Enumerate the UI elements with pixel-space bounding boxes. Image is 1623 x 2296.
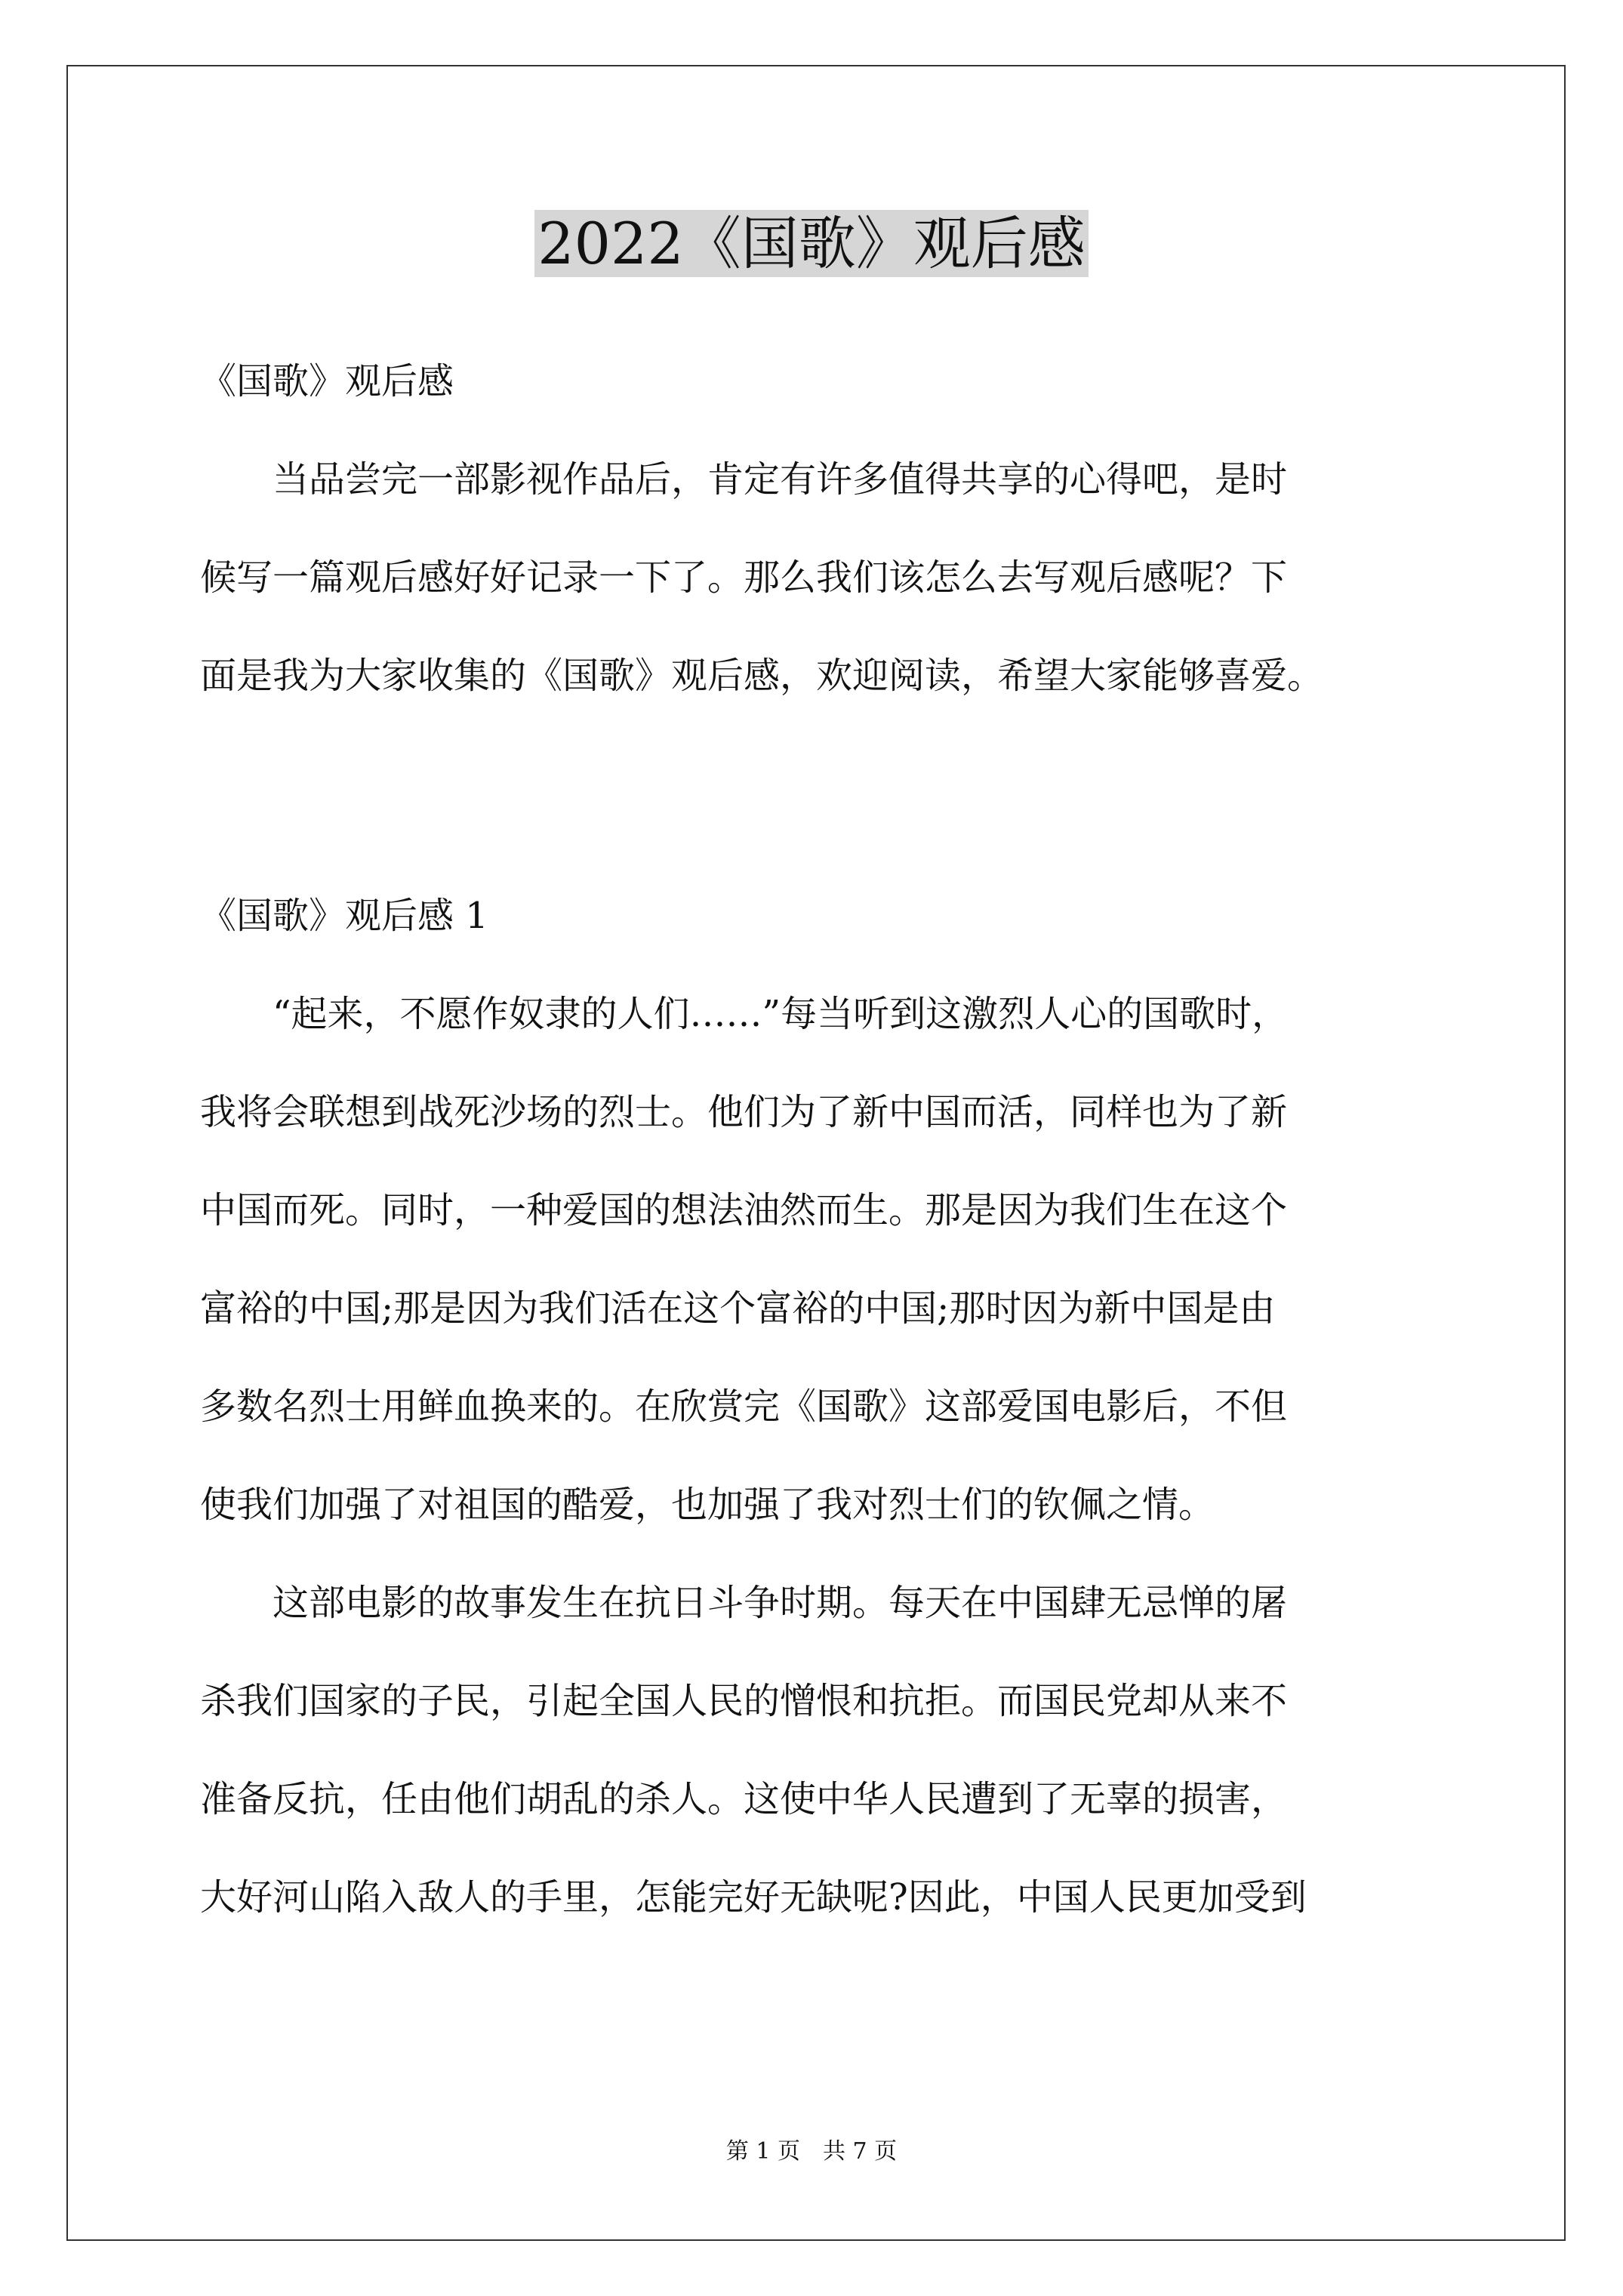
paragraph-line: “起来，不愿作奴隶的人们……”每当听到这激烈人心的国歌时， xyxy=(200,993,1289,1035)
paragraph-line: 准备反抗，任由他们胡乱的杀人。这使中华人民遭到了无辜的损害， xyxy=(200,1778,1288,1820)
paragraph-2 xyxy=(200,1554,1438,1946)
section-heading-main xyxy=(200,332,1438,430)
paragraph-line: 富裕的中国;那是因为我们活在这个富裕的中国;那时因为新中国是由 xyxy=(200,1287,1276,1330)
intro-line: 面是我为大家收集的《国歌》观后感，欢迎阅读，希望大家能够喜爱。 xyxy=(200,655,1324,697)
heading-text: 《国歌》观后感 xyxy=(200,360,454,402)
page-footer xyxy=(0,2137,1623,2167)
paragraph-line: 我将会联想到战死沙场的烈士。他们为了新中国而活，同样也为了新 xyxy=(200,1091,1288,1133)
paragraph-1 xyxy=(200,965,1438,1554)
intro-line: 候写一篇观后感好好记录一下了。那么我们该怎么去写观后感呢？下 xyxy=(200,556,1288,599)
page-number: 第 1 页 共 7 页 xyxy=(725,2138,898,2165)
paragraph-line: 中国而死。同时，一种爱国的想法油然而生。那是因为我们生在这个 xyxy=(200,1189,1288,1231)
paragraph-line: 使我们加强了对祖国的酷爱，也加强了我对烈士们的钦佩之情。 xyxy=(200,1484,1215,1526)
document-title xyxy=(0,202,1623,285)
paragraph-line: 这部电影的故事发生在抗日斗争时期。每天在中国肆无忌惮的屠 xyxy=(200,1582,1288,1624)
paragraph-line: 多数名烈士用鲜血换来的。在欣赏完《国歌》这部爱国电影后，不但 xyxy=(200,1385,1288,1428)
heading-text: 《国歌》观后感 1 xyxy=(200,895,488,937)
intro-paragraph xyxy=(200,430,1438,725)
intro-line: 当品尝完一部影视作品后，肯定有许多值得共享的心得吧，是时 xyxy=(200,458,1288,501)
paragraph-line: 杀我们国家的子民，引起全国人民的憎恨和抗拒。而国民党却从来不 xyxy=(200,1680,1288,1722)
title-highlight: 2022《国歌》观后感 xyxy=(534,210,1088,277)
paragraph-line: 大好河山陷入敌人的手里，怎能完好无缺呢?因此，中国人民更加受到 xyxy=(200,1876,1307,1918)
section-heading-1 xyxy=(200,867,1438,965)
